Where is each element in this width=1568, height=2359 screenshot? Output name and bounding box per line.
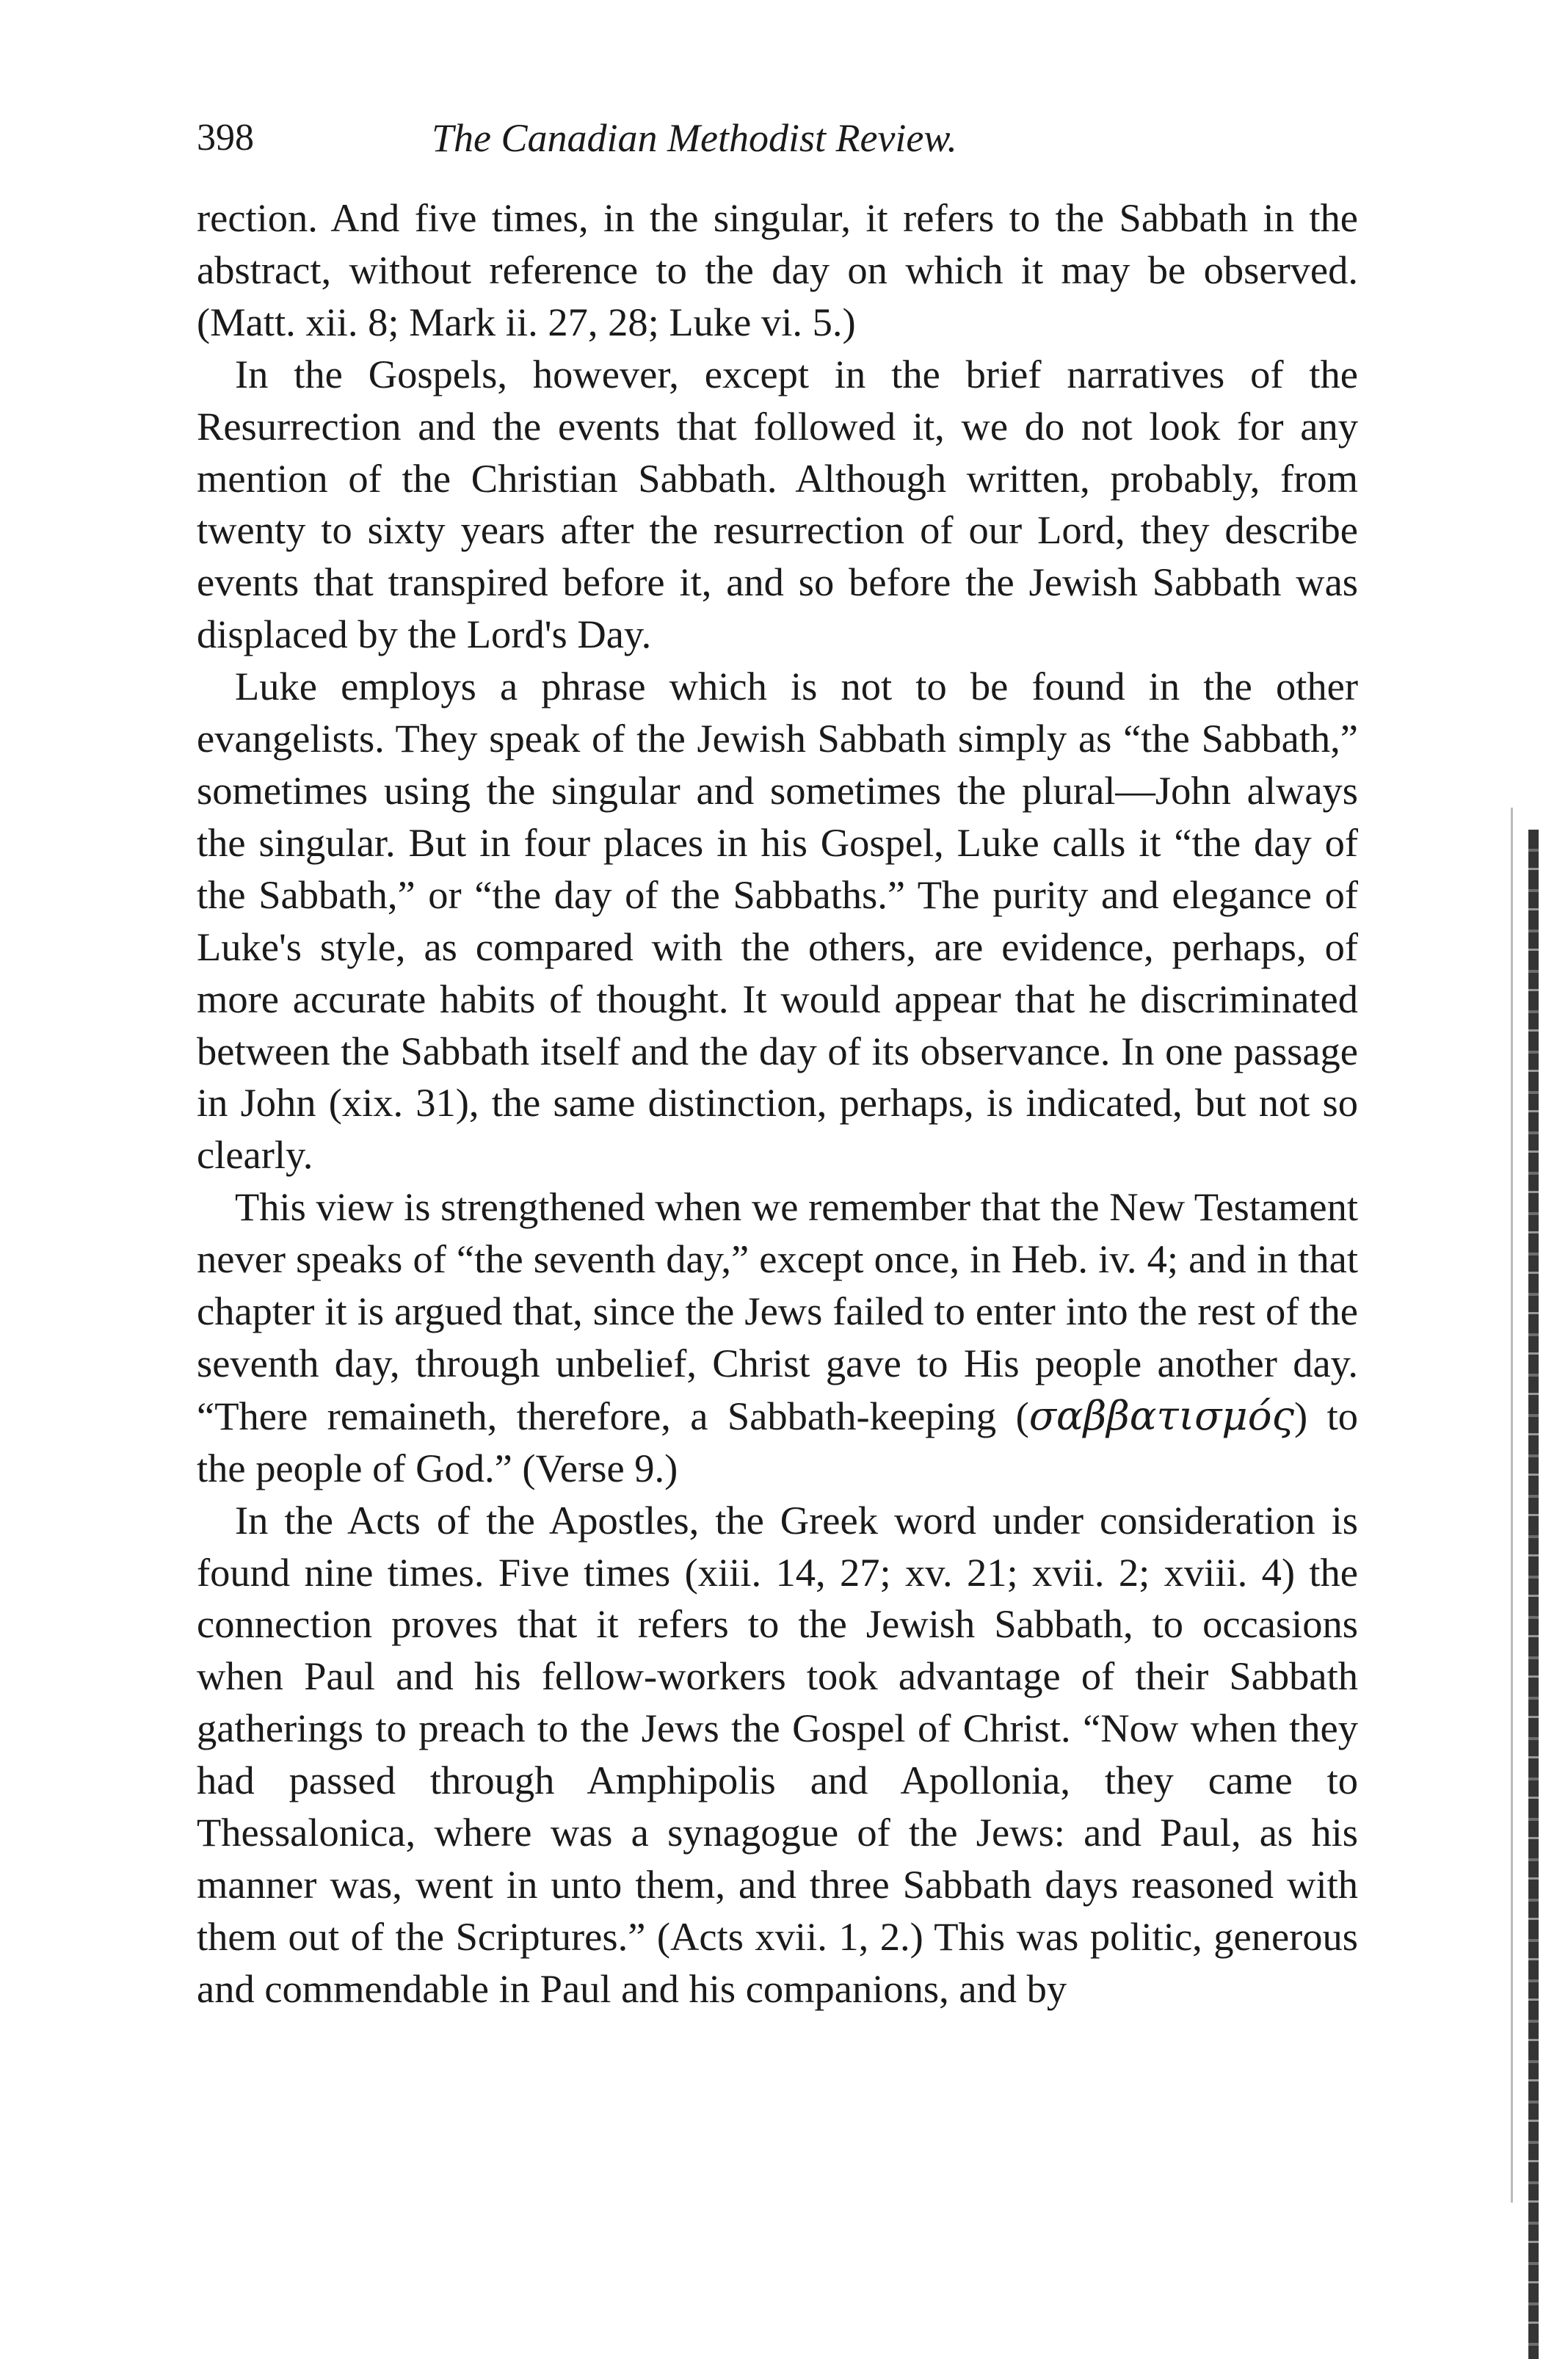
paragraph-4-text-a: This view is strengthened when we remember that the New Testament never speaks of “the seventh day,” except once, in Heb. iv. 4; and in that chapter it is argued that, since the Jews failed to enter into the rest of the seventh day, through unbelief, Christ gave to His people another day. “There remaineth, therefore, a Sabbath-keeping ( (197, 1184, 1358, 1438)
page-number: 398 (197, 117, 254, 159)
paragraph-5: In the Acts of the Apostles, the Greek word under consideration is found nine times. Five times (xiii. 14, 27; xv. 21; xvii. 2; xviii. 4) the connection proves that it refers to the Jewish Sabbath, to occasions when Paul and his fellow-workers took advantage of their Sabbath gatherings to preach to the Jews the Gospel of Christ. “Now when they had passed through Amphipolis and Apollonia, they came to Thessalonica, where was a synagogue of the Jews: and Paul, as his manner was, went in unto them, and three Sabbath days reasoned with them out of the Scriptures.” (Acts xvii. 1, 2.) This was politic, generous and commendable in Paul and his companions, and by (197, 1497, 1358, 2011)
body-text (197, 192, 1358, 2015)
paragraph-2: In the Gospels, however, except in the brief narratives of the Resurrection and the events that followed it, we do not look for any mention of the Christian Sabbath. Although written, probably, from twenty to sixty years after the resurrection of our Lord, they describe events that transpired before it, and so before the Jewish Sabbath was displaced by the Lord's Day. (197, 351, 1358, 657)
scan-edge-line (1511, 808, 1513, 2203)
paragraph-4-text-b: ) to the people of God.” (Verse 9.) (197, 1393, 1359, 1490)
running-head (197, 109, 1298, 167)
paragraph-4 (197, 1181, 1358, 1494)
paragraph-3: Luke employs a phrase which is not to be found in the other evangelists. They speak of the Jewish Sabbath simply as “the Sabbath,” sometimes using the singular and sometimes the plural—John always the singular. But in four places in his Gospel, Luke calls it “the day of the Sabbath,” or “the day of the Sabbaths.” The purity and elegance of Luke's style, as compared with the others, are evidence, perhaps, of more accurate habits of thought. It would appear that he discriminated between the Sabbath itself and the day of its observance. In one passage in John (xix. 31), the same distinction, perhaps, is indicated, but not so clearly. (197, 664, 1358, 1178)
running-title: The Canadian Methodist Review. (432, 116, 957, 160)
scan-binding-shadow (1528, 830, 1539, 2359)
greek-word: σαββατισμός (1028, 1391, 1295, 1439)
paragraph-1: rection. And five times, in the singular, it refers to the Sabbath in the abstract, without reference to the day on which it may be observed. (Matt. xii. 8; Mark ii. 27, 28; Luke vi. 5.) (197, 195, 1358, 344)
